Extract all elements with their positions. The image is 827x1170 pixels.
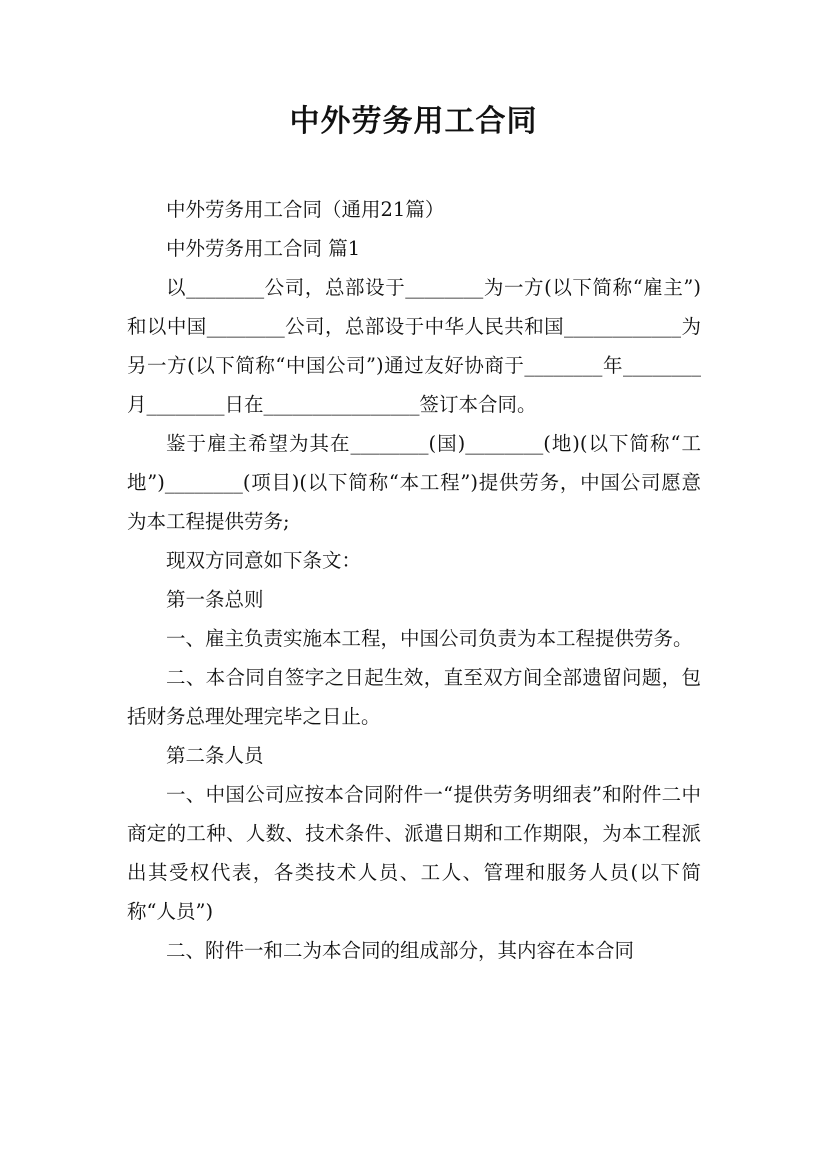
document-title: 中外劳务用工合同 xyxy=(289,104,538,139)
paragraph-article1-clause1: 一、雇主负责实施本工程，中国公司负责为本工程提供劳务。 xyxy=(166,627,693,650)
paragraph-section-heading: 中外劳务用工合同 篇1 xyxy=(166,237,361,260)
paragraph-agreement: 现双方同意如下条文： xyxy=(166,549,362,572)
document-body xyxy=(127,190,701,970)
paragraph-article2-clause1: 一、中国公司应按本合同附件一“提供劳务明细表”和附件二中商定的工种、人数、技术条件、派遣日期和工作期限，为本工程派出其受权代表，各类技术人员、工人、管理和服务人员(以下简称“人员”) xyxy=(127,783,701,923)
article-heading-1: 第一条总则 xyxy=(166,588,264,611)
paragraph-parties: 以________公司，总部设于________为一方(以下简称“雇主”)和以中国________公司，总部设于中华人民共和国____________为另一方(以下简称“中国公司”)通过友好协商于________年________月________日在________________签订本合同。 xyxy=(127,276,701,416)
paragraph-article2-clause2: 二、附件一和二为本合同的组成部分，其内容在本合同 xyxy=(166,939,635,962)
paragraph-article1-clause2: 二、本合同自签字之日起生效，直至双方间全部遗留问题，包括财务总理处理完毕之日止。 xyxy=(127,666,701,728)
paragraph-whereas: 鉴于雇主希望为其在________(国)________(地)(以下简称“工地”)________(项目)(以下简称“本工程”)提供劳务，中国公司愿意为本工程提供劳务; xyxy=(127,432,701,533)
article-heading-2: 第二条人员 xyxy=(166,744,264,767)
paragraph-subtitle: 中外劳务用工合同（通用21篇） xyxy=(166,198,445,221)
